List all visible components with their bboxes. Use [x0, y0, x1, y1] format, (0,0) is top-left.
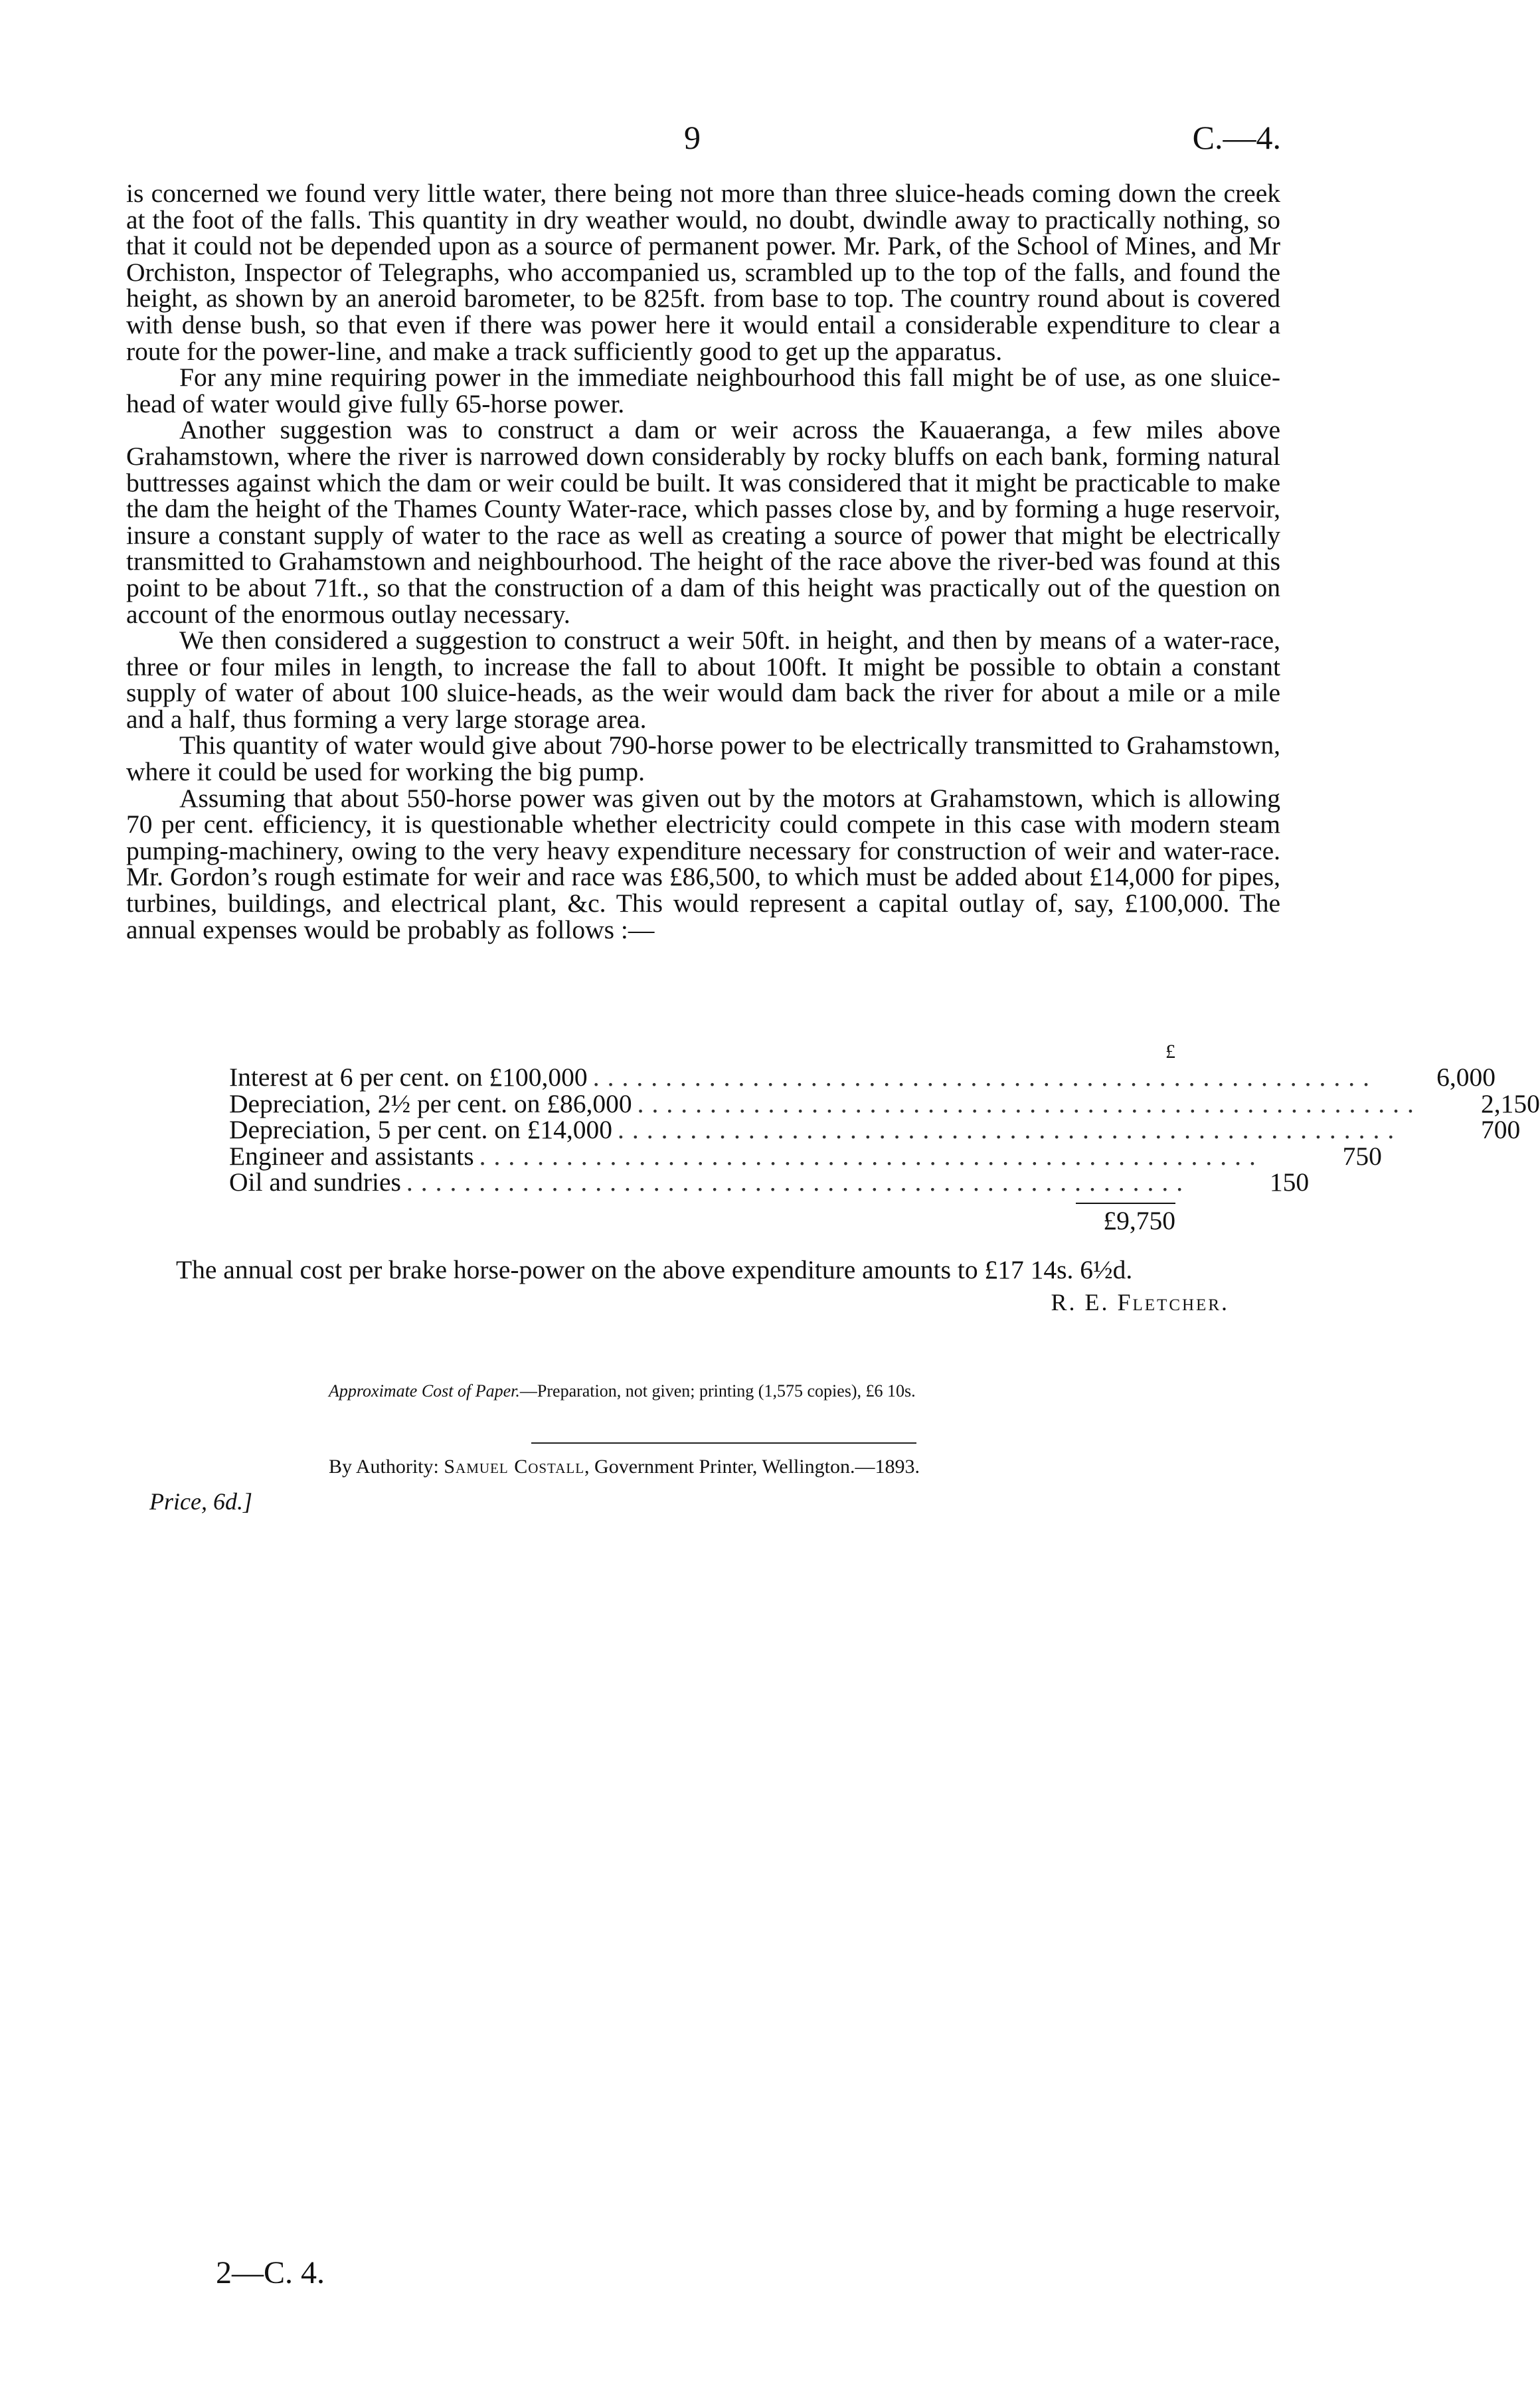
expense-amount: 750	[1342, 1141, 1382, 1171]
author-signature: R. E. Fletcher.	[1051, 1289, 1229, 1316]
expense-row	[229, 1088, 1540, 1118]
paper-reference: C.—4.	[1192, 119, 1281, 156]
expense-total: £9,750	[1103, 1205, 1175, 1235]
paragraph: This quantity of water would give about 790-horse power to be electrically transmitted to Grahamstown, where it could be used for working the big pump.	[126, 730, 1280, 787]
currency-symbol: £	[1165, 1041, 1175, 1063]
expense-amount: 6,000	[1436, 1063, 1496, 1092]
dot-leader: ......................................................	[406, 1167, 1191, 1197]
expense-row	[229, 1115, 1521, 1145]
expense-row	[229, 1063, 1496, 1092]
price-note: Price, 6d.]	[149, 1488, 252, 1515]
expense-amount: 150	[1269, 1167, 1310, 1197]
expense-rows	[229, 1063, 1540, 1197]
paragraph: For any mine requiring power in the immediate neighbourhood this fall might be of use, as one sluice-head of water would give fully 65-horse power.	[126, 363, 1280, 418]
signature-mark: 2—C. 4.	[216, 2255, 325, 2290]
paragraph: is concerned we found very little water, there being not more than three sluice-heads coming down the creek at the foot of the falls. This quantity in dry weather would, no doubt, dwindle away to practically nothing, so that it could not be depended upon as a source of permanent power. Mr. Park, of the School of Mines, and Mr Orchiston, Inspector of Telegraphs, who accompanied us, scrambled up to the top of the falls, and found the height, as shown by an aneroid barometer, to be 825ft. from base to top. The country round about is covered with dense bush, so that even if there was power here it would entail a considerable expenditure to clear a route for the power-line, and make a track sufficiently good to get up the apparatus.	[126, 179, 1280, 366]
approximate-cost-note	[329, 1381, 916, 1401]
printer-divider	[531, 1442, 916, 1444]
expense-label: Oil and sundries	[229, 1167, 401, 1197]
expense-label: Depreciation, 2½ per cent. on £86,000	[229, 1088, 632, 1118]
annual-cost-statement: The annual cost per brake horse-power on the above expenditure amounts to £17 14s. 6½d.	[176, 1255, 1133, 1284]
expense-amount: 2,150	[1480, 1088, 1540, 1118]
paragraph: We then considered a suggestion to construct a weir 50ft. in height, and then by means of a water-race, three or four miles in length, to increase the fall to about 100ft. It might be possible to obtain a constant supply of water of about 100 sluice-heads, as the weir would dam back the river for about a mile or a mile and a half, thus forming a very large storage area.	[126, 626, 1280, 734]
expense-row	[229, 1167, 1310, 1197]
approximate-cost-label: Approximate Cost of Paper.	[329, 1381, 520, 1401]
printer-imprint	[329, 1456, 920, 1478]
expense-label: Interest at 6 per cent. on £100,000	[229, 1063, 588, 1092]
approximate-cost-text: —Preparation, not given; printing (1,575 copies), £6 10s.	[519, 1381, 916, 1401]
dot-leader: ......................................................	[592, 1063, 1377, 1092]
annual-expenses-table	[229, 1039, 1540, 1237]
paragraph: Another suggestion was to construct a dam or weir across the Kauaeranga, a few miles above Grahamstown, where the river is narrowed down considerably by rocky bluffs on each bank, forming natural buttresses against which the dam or weir could be built. It was considered that it might be practicable to make the dam the height of the Thames County Water-race, which passes close by, and by forming a huge reservoir, insure a constant supply of water to the race as well as creating a source of power that might be electrically transmitted to Grahamstown and neighbourhood. The height of the race above the river-bed was found at this point to be about 71ft., so that the construction of a dam of this height was practically out of the question on account of the enormous outlay necessary.	[126, 415, 1280, 629]
dot-leader: ......................................................	[637, 1088, 1422, 1118]
expense-label: Depreciation, 5 per cent. on £14,000	[229, 1115, 612, 1145]
expense-label: Engineer and assistants	[229, 1141, 474, 1171]
page-number: 9	[684, 119, 701, 156]
dot-leader: ......................................................	[617, 1115, 1403, 1145]
expense-row	[229, 1141, 1382, 1171]
printer-name: Samuel Costall	[444, 1456, 585, 1478]
expense-amount: 700	[1480, 1115, 1521, 1145]
report-body	[126, 181, 1280, 943]
authority-suffix: , Government Printer, Wellington.—1893.	[584, 1456, 920, 1478]
authority-prefix: By Authority:	[329, 1456, 439, 1478]
dot-leader: ......................................................	[479, 1141, 1264, 1171]
paragraph: Assuming that about 550-horse power was given out by the motors at Grahamstown, which is allowing 70 per cent. efficiency, it is questionable whether electricity could compete in this case with modern steam pumping-machinery, owing to the very heavy expenditure necessary for construction of weir and water-race. Mr. Gordon’s rough estimate for weir and race was £86,500, to which must be added about £14,000 for pipes, turbines, buildings, and electrical plant, &c. This would represent a capital outlay of, say, £100,000. The annual expenses would be probably as follows :—	[126, 783, 1280, 944]
